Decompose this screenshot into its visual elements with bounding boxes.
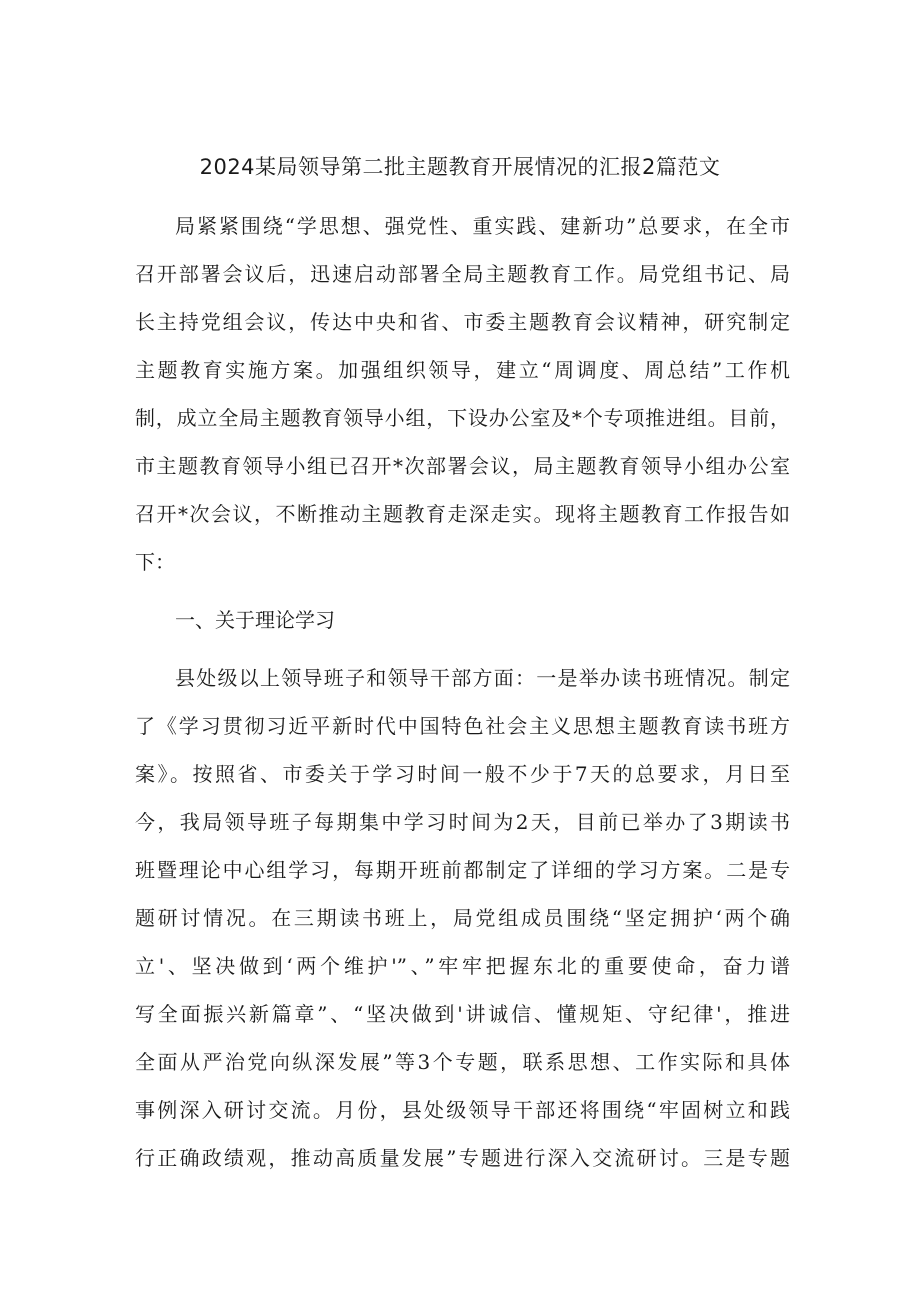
paragraph-line: 县处级以上领导班子和领导干部方面：一是举办读书班情况。制定: [175, 666, 790, 690]
paragraph-line: 行正确政绩观，推动高质量发展”专题进行深入交流研讨。三是专题: [135, 1146, 790, 1170]
paragraph-line: 局紧紧围绕“学思想、强党性、重实践、建新功”总要求，在全市: [175, 214, 790, 238]
paragraph-line: 写全面振兴新篇章”、“坚决做到'讲诚信、懂规矩、守纪律'，推进: [135, 1002, 790, 1026]
document-title: 2024某局领导第二批主题教育开展情况的汇报2篇范文: [199, 155, 721, 179]
paragraph-line: 长主持党组会议，传达中央和省、市委主题教育会议精神，研究制定: [135, 310, 790, 334]
paragraph-line: 了《学习贯彻习近平新时代中国特色社会主义思想主题教育读书班方: [135, 714, 790, 738]
paragraph-line: 立'、坚决做到‘两个维护'”、”牢牢把握东北的重要使命，奋力谱: [135, 954, 790, 978]
paragraph-line: 市主题教育领导小组已召开*次部署会议，局主题教育领导小组办公室: [135, 454, 790, 478]
paragraph-line: 制，成立全局主题教育领导小组，下设办公室及*个专项推进组。目前，: [135, 406, 790, 430]
paragraph-line: 案》。按照省、市委关于学习时间一般不少于7天的总要求，月日至: [135, 762, 790, 786]
paragraph-line: 召开*次会议，不断推动主题教育走深走实。现将主题教育工作报告如: [135, 502, 790, 526]
paragraph-line: 今，我局领导班子每期集中学习时间为2天，目前已举办了3期读书: [135, 810, 790, 834]
paragraph-line: 召开部署会议后，迅速启动部署全局主题教育工作。局党组书记、局: [135, 262, 790, 286]
section-heading: 一、关于理论学习: [175, 608, 335, 632]
paragraph-line: 班暨理论中心组学习，每期开班前都制定了详细的学习方案。二是专: [135, 858, 790, 882]
paragraph-line: 下：: [135, 550, 175, 574]
paragraph-line: 事例深入研讨交流。月份，县处级领导干部还将围绕“牢固树立和践: [135, 1098, 790, 1122]
paragraph-line: 主题教育实施方案。加强组织领导，建立“周调度、周总结”工作机: [135, 358, 790, 382]
paragraph-line: 题研讨情况。在三期读书班上，局党组成员围绕“坚定拥护‘两个确: [135, 906, 790, 930]
paragraph-line: 全面从严治党向纵深发展”等3个专题，联系思想、工作实际和具体: [135, 1050, 790, 1074]
